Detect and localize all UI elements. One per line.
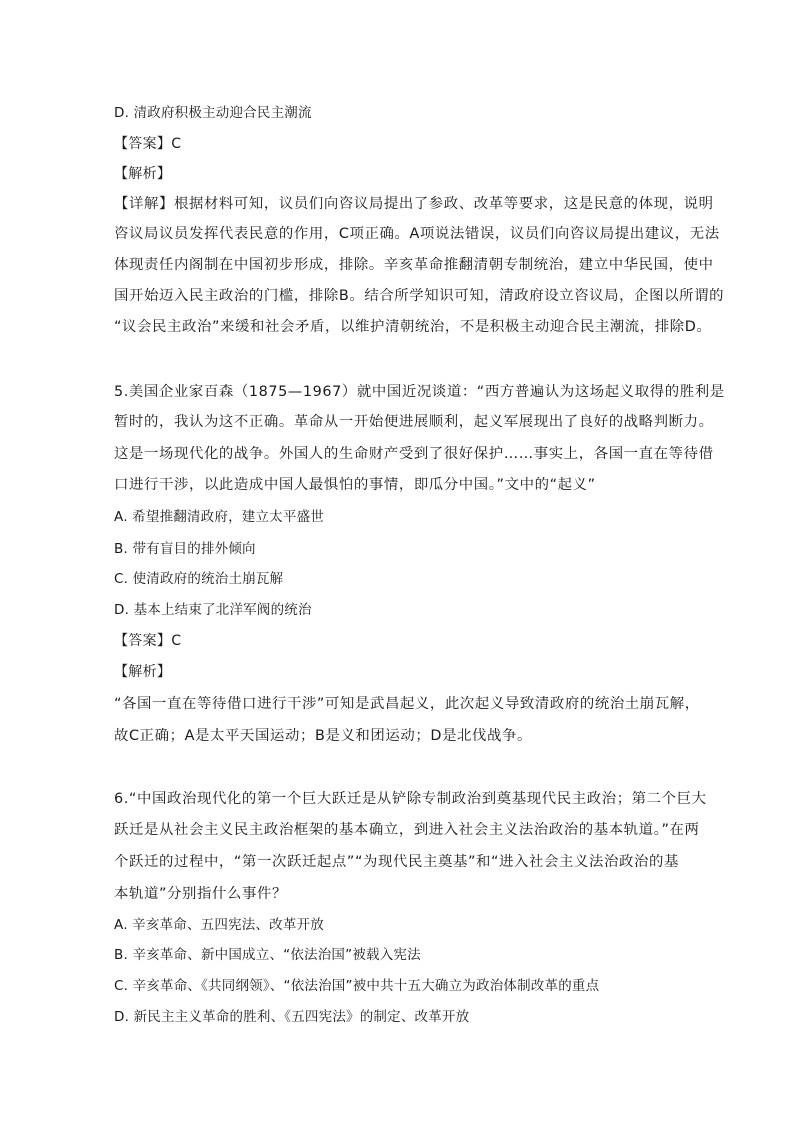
q4-analysis-header: 【解析】 <box>114 166 172 182</box>
q6-option-a: A. 辛亥革命、五四宪法、改革开放 <box>114 917 324 933</box>
q4-detail-line: 体现责任内阁制在中国初步形成，排除。辛亥革命推翻清朝专制统治，建立中华民国，使中 <box>114 257 714 273</box>
q6-option-b: B. 辛亥革命、新中国成立、“依法治国”被载入宪法 <box>114 947 421 963</box>
q6-stem-line: 个跃迁的过程中，“第一次跃迁起点”“为现代民主奠基”和“进入社会主义法治政治的基 <box>114 854 679 870</box>
q5-analysis-header: 【解析】 <box>114 664 172 680</box>
q5-stem-line: 5.美国企业家百森（1875—1967）就中国近况谈道：“西方普遍认为这场起义取得的胜利是 <box>114 384 725 400</box>
q6-option-c: C. 辛亥革命、《共同纲领》、“依法治国”被中共十五大确立为政治体制改革的重点 <box>114 978 600 994</box>
q5-option-b: B. 带有盲目的排外倾向 <box>114 541 256 557</box>
q6-option-d: D. 新民主主义革命的胜利、《五四宪法》的制定、改革开放 <box>114 1009 470 1025</box>
q5-analysis-line: “各国一直在等待借口进行干涉”可知是武昌起义，此次起义导致清政府的统治土崩瓦解， <box>114 696 700 712</box>
q5-stem-line: 口进行干涉，以此造成中国人最惧怕的事情，即瓜分中国。”文中的“起义” <box>114 477 596 493</box>
q5-analysis-line: 故C正确；A是太平天国运动；B是义和团运动；D是北伐战争。 <box>114 728 533 744</box>
q4-detail-line: “议会民主政治”来缓和社会矛盾，以维护清朝统治，不是积极主动迎合民主潮流，排除D。 <box>114 319 712 335</box>
q5-answer: 【答案】C <box>114 633 182 649</box>
q4-option-d: D. 清政府积极主动迎合民主潮流 <box>114 105 312 121</box>
q5-option-c: C. 使清政府的统治土崩瓦解 <box>114 571 284 587</box>
q5-option-d: D. 基本上结束了北洋军阀的统治 <box>114 602 312 618</box>
q6-stem-line: 跃迁是从社会主义民主政治框架的基本确立，到进入社会主义法治政治的基本轨道。”在两 <box>114 822 700 838</box>
q4-detail-line: 【详解】根据材料可知，议员们向咨议局提出了参政、改革等要求，这是民意的体现，说明 <box>114 196 714 212</box>
q6-stem-line: 本轨道”分别指什么事件？ <box>114 886 287 902</box>
q4-detail-line: 咨议局议员发挥代表民意的作用，C项正确。A项说法错误，议员们向咨议局提出建议，无法 <box>114 226 720 242</box>
q5-stem-line: 这是一场现代化的战争。外国人的生命财产受到了很好保护……事实上，各国一直在等待借 <box>114 446 714 462</box>
q6-stem-line: 6.“中国政治现代化的第一个巨大跃迁是从铲除专制政治到奠基现代民主政治；第二个巨大 <box>114 791 707 807</box>
q5-stem-line: 暂时的，我认为这不正确。革命从一开始便进展顺利，起义军展现出了良好的战略判断力。 <box>114 414 714 430</box>
q5-option-a: A. 希望推翻清政府，建立太平盛世 <box>114 509 324 525</box>
q4-answer: 【答案】C <box>114 136 182 152</box>
q4-detail-line: 国开始迈入民主政治的门槛，排除B。结合所学知识可知，清政府设立咨议局，企图以所谓的 <box>114 288 725 304</box>
